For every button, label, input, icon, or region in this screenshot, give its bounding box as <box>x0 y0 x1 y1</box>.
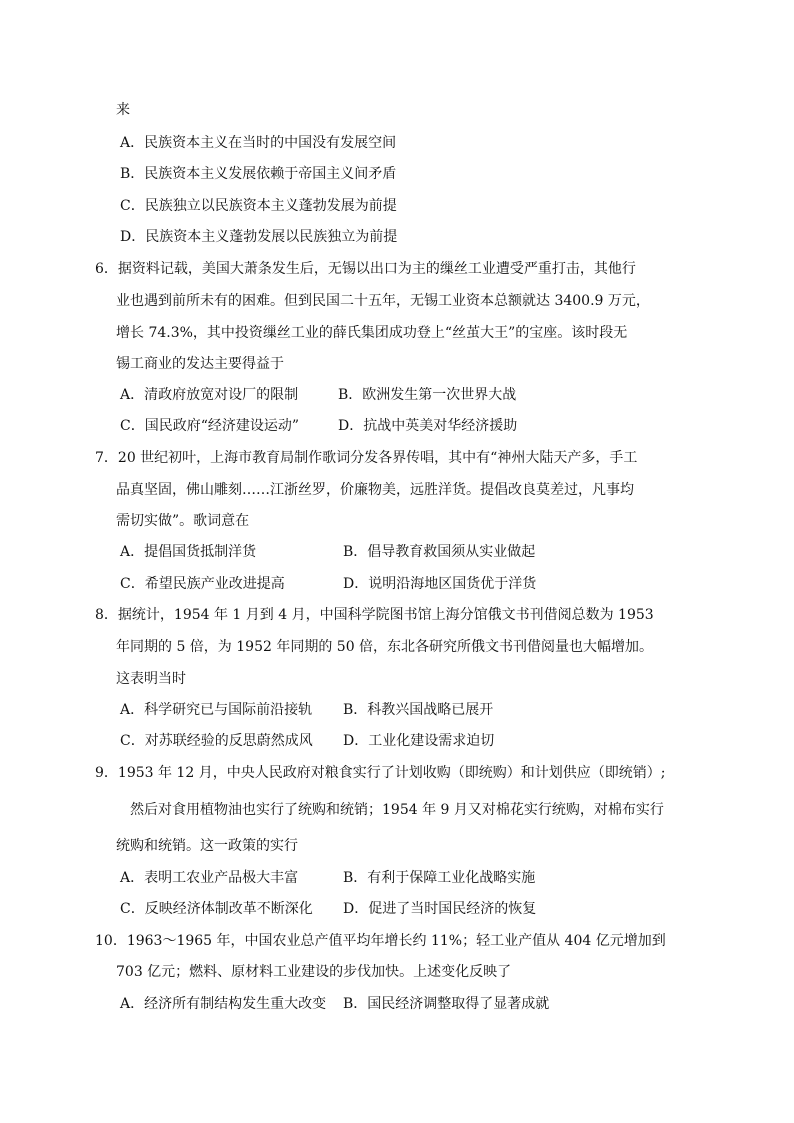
q6-stem-line-4: 锡工商业的发达主要得益于 <box>116 356 284 372</box>
q5-stem-continuation: 来 <box>116 102 130 118</box>
q8-stem-line-3: 这表明当时 <box>116 671 186 687</box>
q9-option-d: D．促进了当时国民经济的恢复 <box>343 901 537 917</box>
q9-stem-line-3: 统购和统销。这一政策的实行 <box>116 838 298 854</box>
q10-stem-line-2: 703 亿元；燃料、原材料工业建设的步伐加快。上述变化反映了 <box>116 964 512 980</box>
q7-option-d: D．说明沿海地区国货优于洋货 <box>343 576 537 592</box>
q7-stem-line-1: 7．20 世纪初叶，上海市教育局制作歌词分发各界传唱，其中有“神州大陆天产多，手工 <box>95 450 638 466</box>
q7-option-c: C．希望民族产业改进提高 <box>120 576 285 592</box>
q7-option-a: A．提倡国货抵制洋货 <box>120 544 257 560</box>
q6-stem-line-3: 增长 74.3%，其中投资缫丝工业的薛氏集团成功登上“丝茧大王”的宝座。该时段无 <box>116 325 628 341</box>
q8-option-d: D．工业化建设需求迫切 <box>343 733 495 749</box>
q5-option-d: D．民族资本主义蓬勃发展以民族独立为前提 <box>120 229 398 245</box>
q5-option-b: B．民族资本主义发展依赖于帝国主义间矛盾 <box>120 166 397 182</box>
q8-option-c: C．对苏联经验的反思蔚然成风 <box>120 733 313 749</box>
q9-stem-line-1: 9．1953 年 12 月，中央人民政府对粮食实行了计划收购（即统购）和计划供应（即统销）; <box>95 765 666 781</box>
q9-stem-line-2: 然后对食用植物油也实行了统购和统销；1954 年 9 月又对棉花实行统购，对棉布实行 <box>130 802 664 818</box>
q5-option-a: A．民族资本主义在当时的中国没有发展空间 <box>120 135 397 151</box>
q6-option-b: B．欧洲发生第一次世界大战 <box>338 387 517 403</box>
q9-option-a: A．表明工农业产品极大丰富 <box>120 870 299 886</box>
q10-option-b: B．国民经济调整取得了显著成就 <box>343 996 550 1012</box>
q6-stem-line-1: 6．据资料记载，美国大萧条发生后，无锡以出口为主的缫丝工业遭受严重打击，其他行 <box>95 261 636 277</box>
q6-stem-line-2: 业也遇到前所未有的困难。但到民国二十五年，无锡工业资本总额就达 3400.9 万元， <box>116 293 650 309</box>
q7-stem-line-2: 品真坚固，佛山雕刻……江浙丝罗，价廉物美，远胜洋货。提倡改良莫差过，凡事均 <box>116 482 634 498</box>
q8-stem-line-1: 8．据统计，1954 年 1 月到 4 月，中国科学院图书馆上海分馆俄文书刊借阅总数为 1953 <box>95 607 654 623</box>
q7-option-b: B．倡导教育救国须从实业做起 <box>343 544 536 560</box>
q10-stem-line-1: 10．1963～1965 年，中国农业总产值平均年增长约 11%；轻工业产值从 404 亿元增加到 <box>95 933 666 949</box>
q9-option-b: B．有利于保障工业化战略实施 <box>343 870 536 886</box>
q8-option-b: B．科教兴国战略已展开 <box>343 702 494 718</box>
q10-option-a: A．经济所有制结构发生重大改变 <box>120 996 327 1012</box>
q6-option-c: C．国民政府“经济建设运动” <box>120 418 300 434</box>
q7-stem-line-3: 需切实做”。歌词意在 <box>116 513 250 529</box>
q6-option-a: A．清政府放宽对设厂的限制 <box>120 387 299 403</box>
q8-stem-line-2: 年同期的 5 倍，为 1952 年同期的 50 倍，东北各研究所俄文书刊借阅量也大幅增加。 <box>116 639 654 655</box>
q5-option-c: C．民族独立以民族资本主义蓬勃发展为前提 <box>120 198 397 214</box>
q8-option-a: A．科学研究已与国际前沿接轨 <box>120 702 313 718</box>
q6-option-d: D．抗战中英美对华经济援助 <box>338 418 518 434</box>
q9-option-c: C．反映经济体制改革不断深化 <box>120 901 313 917</box>
